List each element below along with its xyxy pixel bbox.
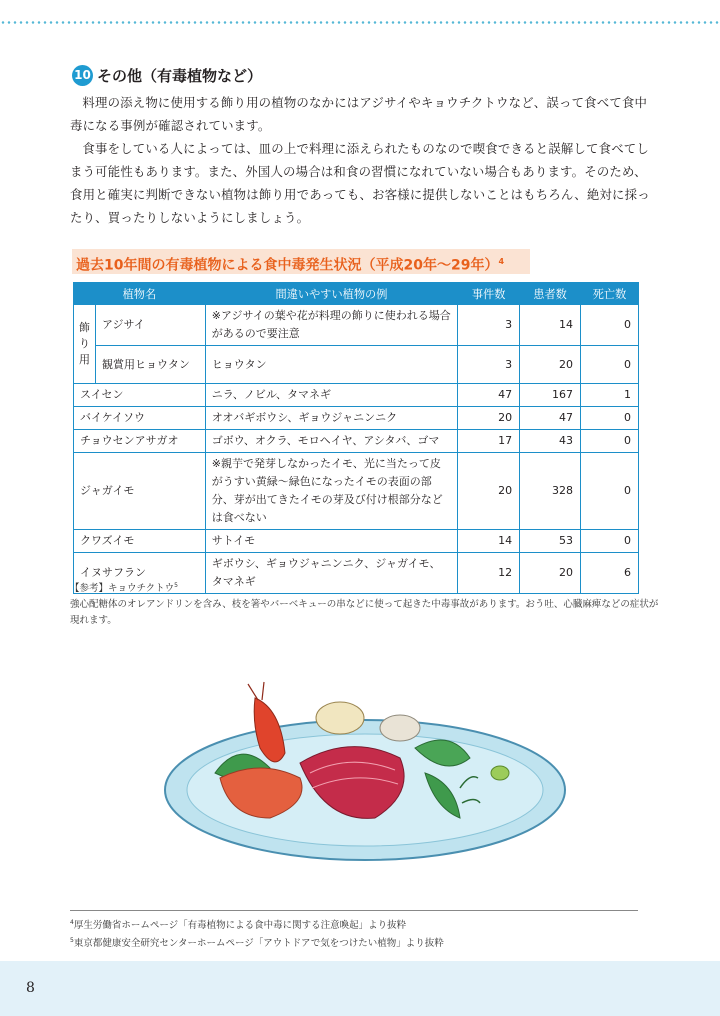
reference-label: 【参考】キョウチクトウ: [70, 583, 175, 595]
table-row: [74, 384, 639, 407]
deaths-cell: 1: [581, 384, 639, 407]
cases-cell: 12: [458, 553, 520, 594]
cases-cell: 3: [458, 305, 520, 346]
plant-name-cell: バイケイソウ: [74, 407, 206, 430]
footnote-number: 5: [70, 937, 74, 945]
cases-cell: 17: [458, 430, 520, 453]
lookalike-cell: ゴボウ、オクラ、モロヘイヤ、アシタバ、ゴマ: [205, 430, 457, 453]
patients-cell: 20: [520, 553, 581, 594]
top-dotted-rule: [0, 21, 720, 24]
deaths-cell: 0: [581, 430, 639, 453]
shell-icon: [316, 702, 364, 734]
lookalike-cell: ニラ、ノビル、タマネギ: [205, 384, 457, 407]
table-row: [74, 407, 639, 430]
reference-ref: 5: [174, 582, 178, 589]
plant-name-cell: クワズイモ: [74, 530, 206, 553]
deaths-cell: 0: [581, 305, 639, 346]
cases-cell: 20: [458, 453, 520, 530]
patients-cell: 20: [520, 346, 581, 384]
table-title-ref: 4: [498, 257, 505, 266]
plant-name-cell: チョウセンアサガオ: [74, 430, 206, 453]
deaths-cell: 0: [581, 346, 639, 384]
header-deaths: 死亡数: [581, 283, 639, 305]
plant-name-cell: スイセン: [74, 384, 206, 407]
patients-cell: 14: [520, 305, 581, 346]
table-header-row: [74, 283, 639, 305]
deaths-cell: 6: [581, 553, 639, 594]
section-number-badge: 10: [72, 65, 93, 86]
table-row: [74, 305, 639, 346]
header-lookalike: 間違いやすい植物の例: [205, 283, 457, 305]
patients-cell: 43: [520, 430, 581, 453]
section-heading: [72, 64, 262, 86]
paragraph-1: 料理の添え物に使用する飾り用の植物のなかにはアジサイやキョウチクトウなど、誤って食べて食中毒になる事例が確認されています。: [70, 95, 648, 133]
table-title: [72, 249, 530, 274]
patients-cell: 53: [520, 530, 581, 553]
scallop-icon: [380, 715, 420, 741]
header-patients: 患者数: [520, 283, 581, 305]
lookalike-cell: オオバギボウシ、ギョウジャニンニク: [205, 407, 457, 430]
lookalike-cell: ヒョウタン: [205, 346, 457, 384]
header-cases: 事件数: [458, 283, 520, 305]
plant-name-cell: イヌサフラン: [74, 553, 206, 594]
cases-cell: 14: [458, 530, 520, 553]
page-number: 8: [26, 980, 35, 996]
patients-cell: 167: [520, 384, 581, 407]
lookalike-cell: ※アジサイの葉や花が料理の飾りに使われる場合があるので要注意: [205, 305, 457, 346]
footnote-item: [70, 915, 638, 933]
table-row: [74, 346, 639, 384]
footnote-item: [70, 933, 638, 951]
paragraph-2: 食事をしている人によっては、皿の上で料理に添えられたものなので喫食できると誤解して食べてしまう可能性もあります。また、外国人の場合は和食の習慣になれていない場合もあります。そのため、食用と確実に判断できない植物は飾り用であっても、お客様に提供しないことはもちろん、絶対に採ったり、買ったりしないようにしましょう。: [70, 141, 650, 225]
group-label: 飾り用: [78, 321, 90, 366]
footnote-number: 4: [70, 919, 74, 926]
plant-name-cell: 観賞用ヒョウタン: [95, 346, 205, 384]
cases-cell: 3: [458, 346, 520, 384]
table-row: [74, 530, 639, 553]
reference-note: [70, 578, 660, 629]
deaths-cell: 0: [581, 453, 639, 530]
table-row: [74, 453, 639, 530]
footnote-text: 東京都健康安全研究センターホームページ「アウトドアで気をつけたい植物」より抜粋: [73, 938, 444, 950]
deaths-cell: 0: [581, 407, 639, 430]
header-plant-name: 植物名: [74, 283, 206, 305]
poison-plant-table: [73, 282, 639, 594]
plant-name-cell: アジサイ: [95, 305, 205, 346]
wasabi-icon: [491, 766, 509, 780]
plant-name-cell: ジャガイモ: [74, 453, 206, 530]
table-title-text: 過去10年間の有毒植物による食中毒発生状況（平成20年～29年）: [76, 257, 499, 274]
lookalike-cell: ※親芋で発芽しなかったイモ、光に当たって皮がうすい黄緑～緑色になったイモの表面の部分、芽が出てきたイモの芽及び付け根部分などは食べない: [205, 453, 457, 530]
footnote-text: 厚生労働省ホームページ「有毒植物による食中毒に関する注意喚起」より抜粋: [73, 920, 407, 932]
group-label-cell: [74, 305, 96, 384]
footer-band: [0, 961, 720, 1016]
table-row: [74, 430, 639, 453]
cases-cell: 47: [458, 384, 520, 407]
intro-text: [70, 91, 654, 229]
footnotes: [70, 910, 638, 951]
lookalike-cell: ギボウシ、ギョウジャニンニク、ジャガイモ、タマネギ: [205, 553, 457, 594]
patients-cell: 328: [520, 453, 581, 530]
sashimi-plate-illustration: [160, 678, 570, 878]
lookalike-cell: サトイモ: [205, 530, 457, 553]
patients-cell: 47: [520, 407, 581, 430]
deaths-cell: 0: [581, 530, 639, 553]
section-title: その他（有毒植物など）: [97, 66, 263, 85]
reference-label-line: [70, 578, 660, 597]
reference-text: 強心配糖体のオレアンドリンを含み、枝を箸やバーベキューの串などに使って起きた中毒事故があります。おう吐、心臓麻痺などの症状が現れます。: [70, 599, 659, 627]
cases-cell: 20: [458, 407, 520, 430]
